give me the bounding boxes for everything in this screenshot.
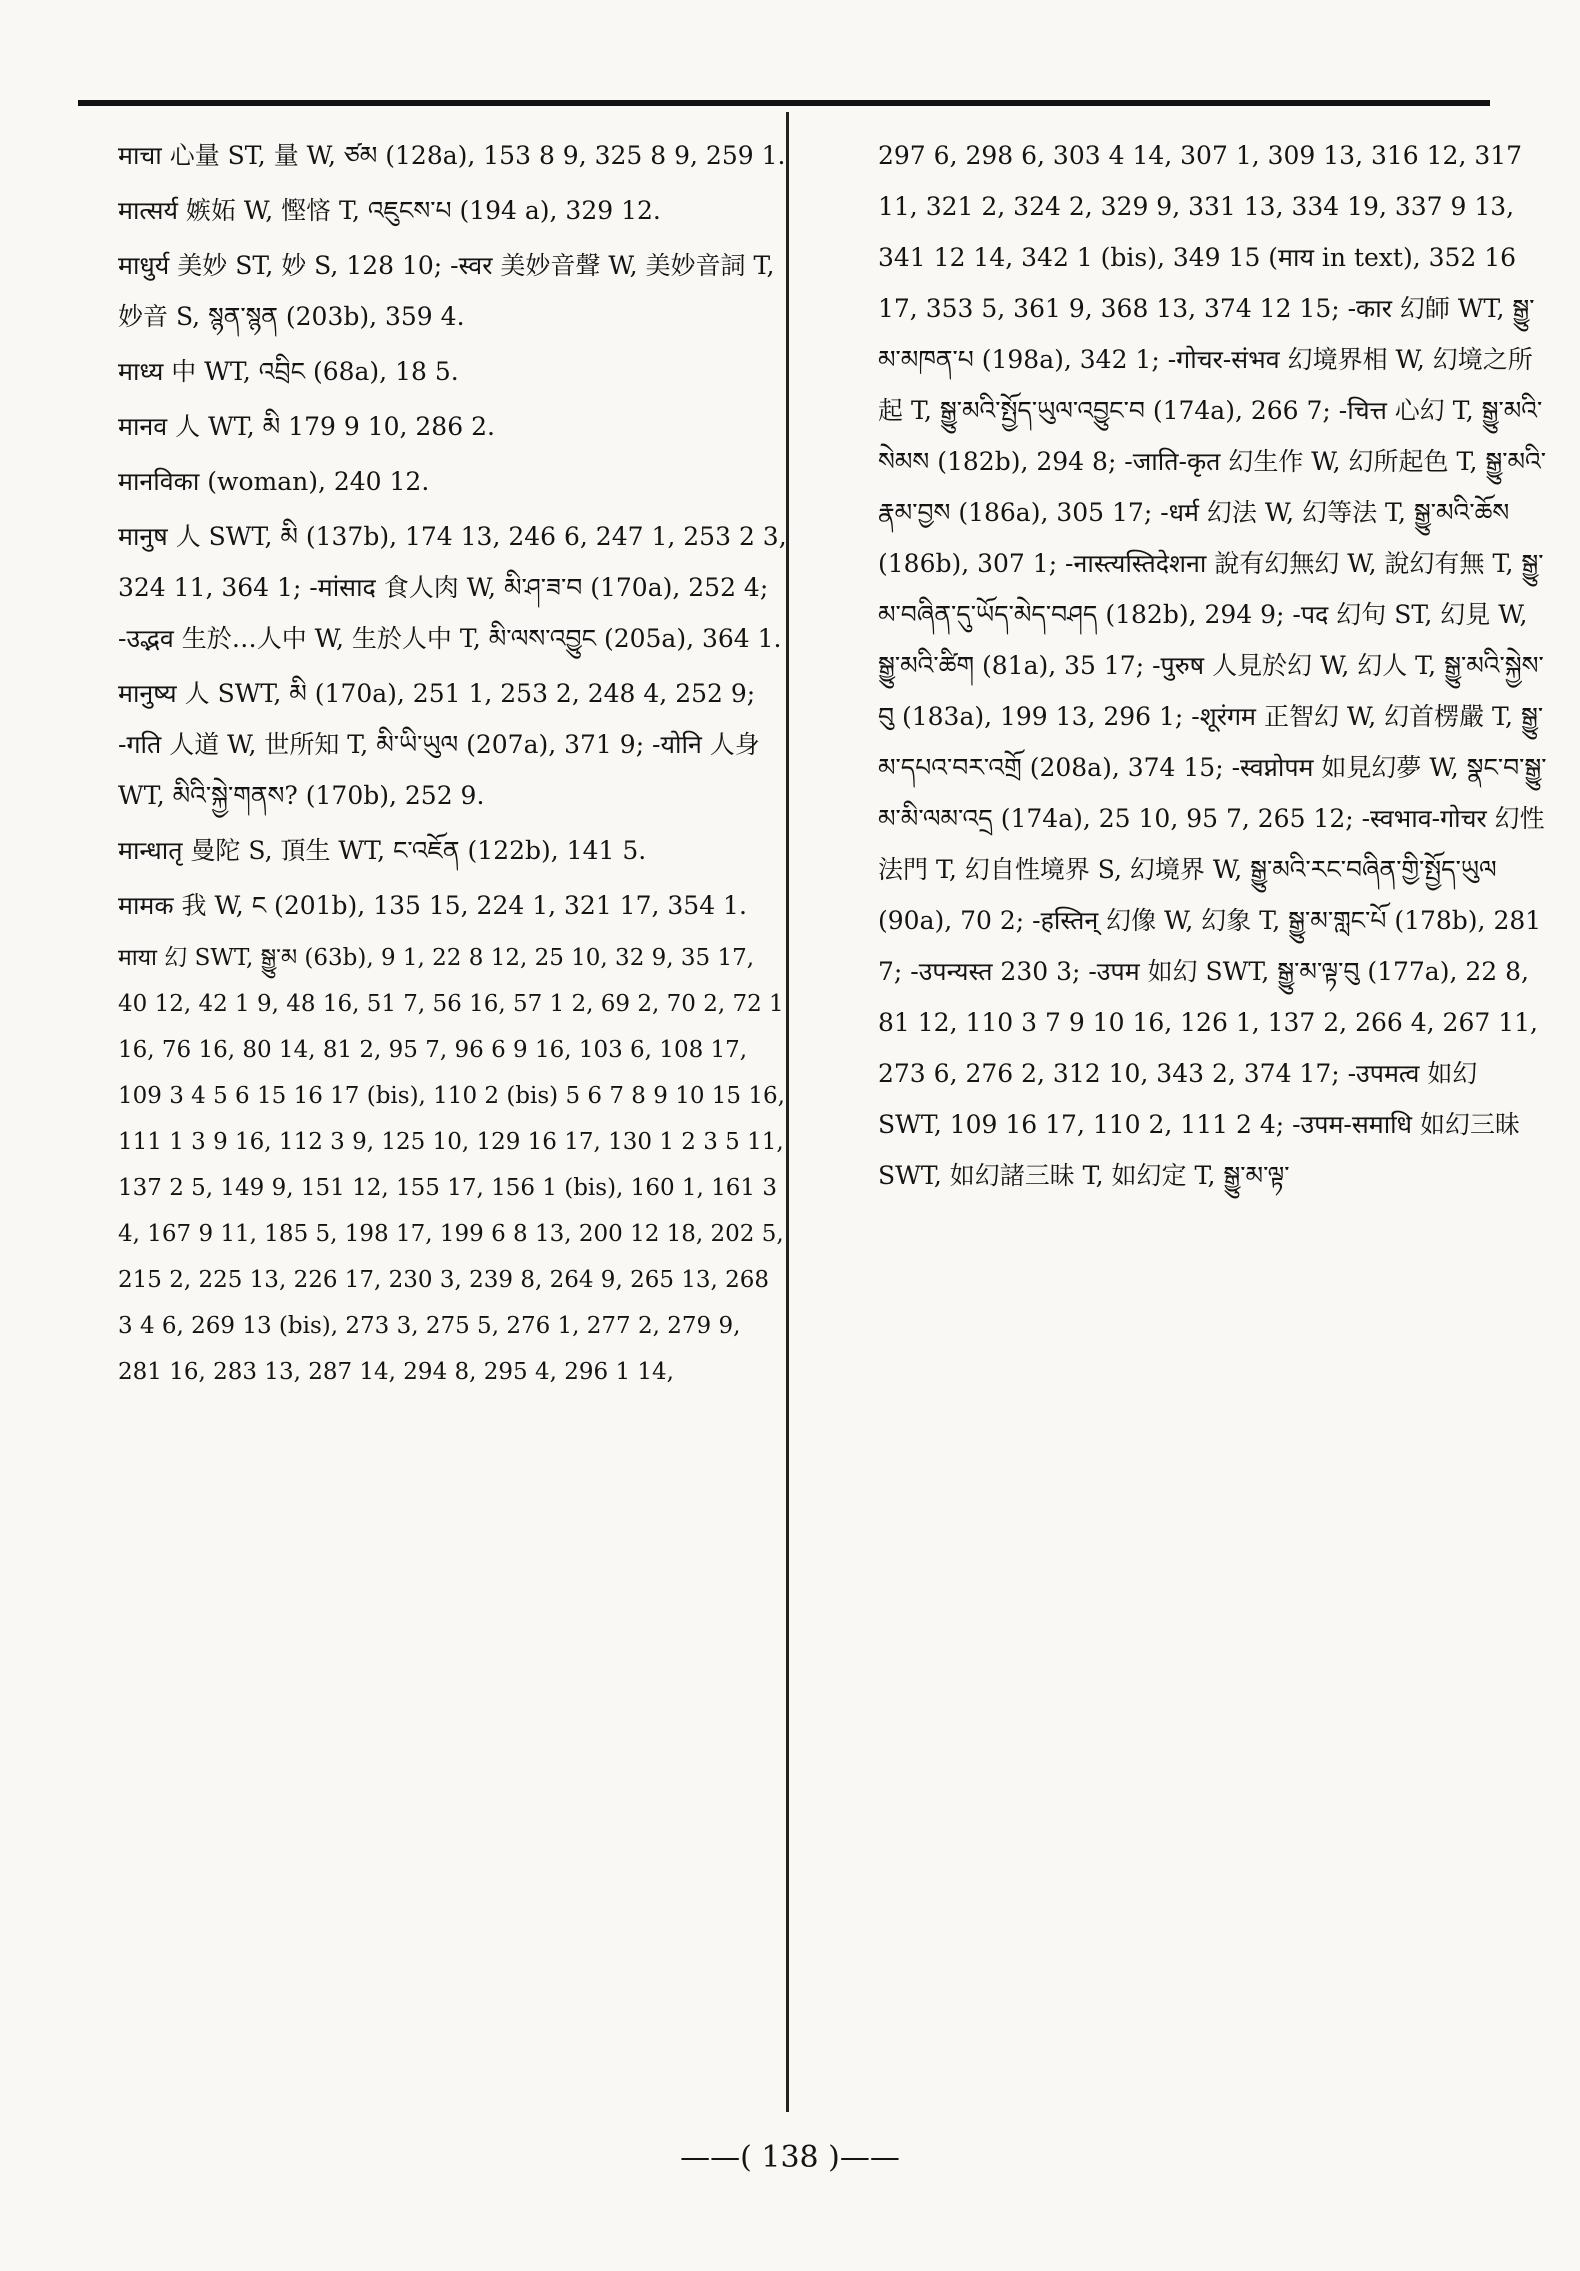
dictionary-entry: मानुष 人 SWT, མི (137b), 174 13, 246 6, 247 1, 253 2 3, 324 11, 364 1; -मांसाद 食人肉 W, མི་ཤ་ཟ་བ (170a), 252 4; -उद्भव 生於…人中 W, 生於人中 T, མི་ལས་འབྱུང (205a), 364 1. xyxy=(118,522,787,653)
header-rule xyxy=(78,100,1490,106)
dictionary-entry: मानुष्य 人 SWT, མི (170a), 251 1, 253 2, 248 4, 252 9; -गति 人道 W, 世所知 T, མི་ཡི་ཡུལ (207a), 371 9; -योनि 人身 WT, མིའི་སྐྱེ་གནས? (170b), 252 9. xyxy=(118,679,760,810)
dictionary-entry: मामक 我 W, ང (201b), 135 15, 224 1, 321 17, 354 1. xyxy=(118,891,747,920)
page-number: ——( 138 )—— xyxy=(680,2140,900,2175)
dictionary-entry: मानविका (woman), 240 12. xyxy=(118,467,430,496)
dictionary-entry: माया 幻 SWT, སྒྱུ་མ (63b), 9 1, 22 8 12, 25 10, 32 9, 35 17, 40 12, 42 1 9, 48 16, 51 7, 56 16, 57 1 2, 69 2, 70 2, 72 1 16, 76 16, 80 14, 81 2, 95 7, 96 6 9 16, 103 6, 108 17, 109 3 4 5 6 15 16 17 (bis), 110 2 (bis) 5 6 7 8 9 10 15 16, 111 1 3 9 16, 112 3 9, 125 10, 129 16 17, 130 1 2 3 5 11, 137 2 5, 149 9, 151 12, 155 17, 156 1 (bis), 160 1, 161 3 4, 167 9 11, 185 5, 198 17, 199 6 8 13, 200 12 18, 202 5, 215 2, 225 13, 226 17, 230 3, 239 8, 264 9, 265 13, 268 3 4 6, 269 13 (bis), 273 3, 275 5, 276 1, 277 2, 279 9, 281 16, 283 13, 287 14, 294 8, 295 4, 296 1 14, xyxy=(118,945,785,1385)
right-column xyxy=(878,130,1548,1205)
dictionary-entry: 297 6, 298 6, 303 4 14, 307 1, 309 13, 316 12, 317 11, 321 2, 324 2, 329 9, 331 13, 334 19, 337 9 13, 341 12 14, 342 1 (bis), 349 15 (माय in text), 352 16 17, 353 5, 361 9, 368 13, 374 12 15; -कार 幻師 WT, སྒྱུ་མ་མཁན་པ (198a), 342 1; -गोचर-संभव 幻境界相 W, 幻境之所起 T, སྒྱུ་མའི་སྤྱོད་ཡུལ་འབྱུང་བ (174a), 266 7; -चित्त 心幻 T, སྒྱུ་མའི་སེམས (182b), 294 8; -जाति-कृत 幻生作 W, 幻所起色 T, སྒྱུ་མའི་རྣམ་བྱས (186a), 305 17; -धर्म 幻法 W, 幻等法 T, སྒྱུ་མའི་ཆོས (186b), 307 1; -नास्त्यस्तिदेशना 說有幻無幻 W, 說幻有無 T, སྒྱུ་མ་བཞིན་དུ་ཡོད་མེད་བཤད (182b), 294 9; -पद 幻句 ST, 幻見 W, སྒྱུ་མའི་ཚིག (81a), 35 17; -पुरुष 人見於幻 W, 幻人 T, སྒྱུ་མའི་སྐྱེས་བུ (183a), 199 13, 296 1; -शूरंगम 正智幻 W, 幻首楞嚴 T, སྒྱུ་མ་དཔའ་བར་འགྲོ (208a), 374 15; -स्वप्नोपम 如見幻夢 W, སྣང་བ་སྒྱུ་མ་མི་ལམ་འདྲ (174a), 25 10, 95 7, 265 12; -स्वभाव-गोचर 幻性法門 T, 幻自性境界 S, 幻境界 W, སྒྱུ་མའི་རང་བཞིན་གྱི་སྤྱོད་ཡུལ (90a), 70 2; -हस्तिन् 幻像 W, 幻象 T, སྒྱུ་མ་གླང་པོ (178b), 281 7; -उपन्यस्त 230 3; -उपम 如幻 SWT, སྒྱུ་མ་ལྟ་བུ (177a), 22 8, 81 12, 110 3 7 9 10 16, 126 1, 137 2, 266 4, 267 11, 273 6, 276 2, 312 10, 343 2, 374 17; -उपमत्व 如幻 SWT, 109 16 17, 110 2, 111 2 4; -उपम-समाधि 如幻三昧 SWT, 如幻諸三昧 T, 如幻定 T, སྒྱུ་མ་ལྟ་ xyxy=(878,141,1547,1190)
dictionary-entry: मात्सर्य 嫉妬 W, 慳悋 T, འཇུངས་པ (194 a), 329 12. xyxy=(118,196,661,225)
dictionary-entry: मानव 人 WT, མི 179 9 10, 286 2. xyxy=(118,412,495,441)
dictionary-entry: माध्य 中 WT, འབྲིང (68a), 18 5. xyxy=(118,357,459,386)
dictionary-entry: माचा 心量 ST, 量 W, ཙམ (128a), 153 8 9, 325 8 9, 259 1. xyxy=(118,141,786,170)
dictionary-entry: माधुर्य 美妙 ST, 妙 S, 128 10; -स्वर 美妙音聲 W, 美妙音詞 T, 妙音 S, སྙན་སྙན (203b), 359 4. xyxy=(118,251,775,331)
dictionary-entry: मान्धातृ 曼陀 S, 頂生 WT, ང་འཇོན (122b), 141 5. xyxy=(118,836,647,865)
left-column xyxy=(118,130,788,1399)
